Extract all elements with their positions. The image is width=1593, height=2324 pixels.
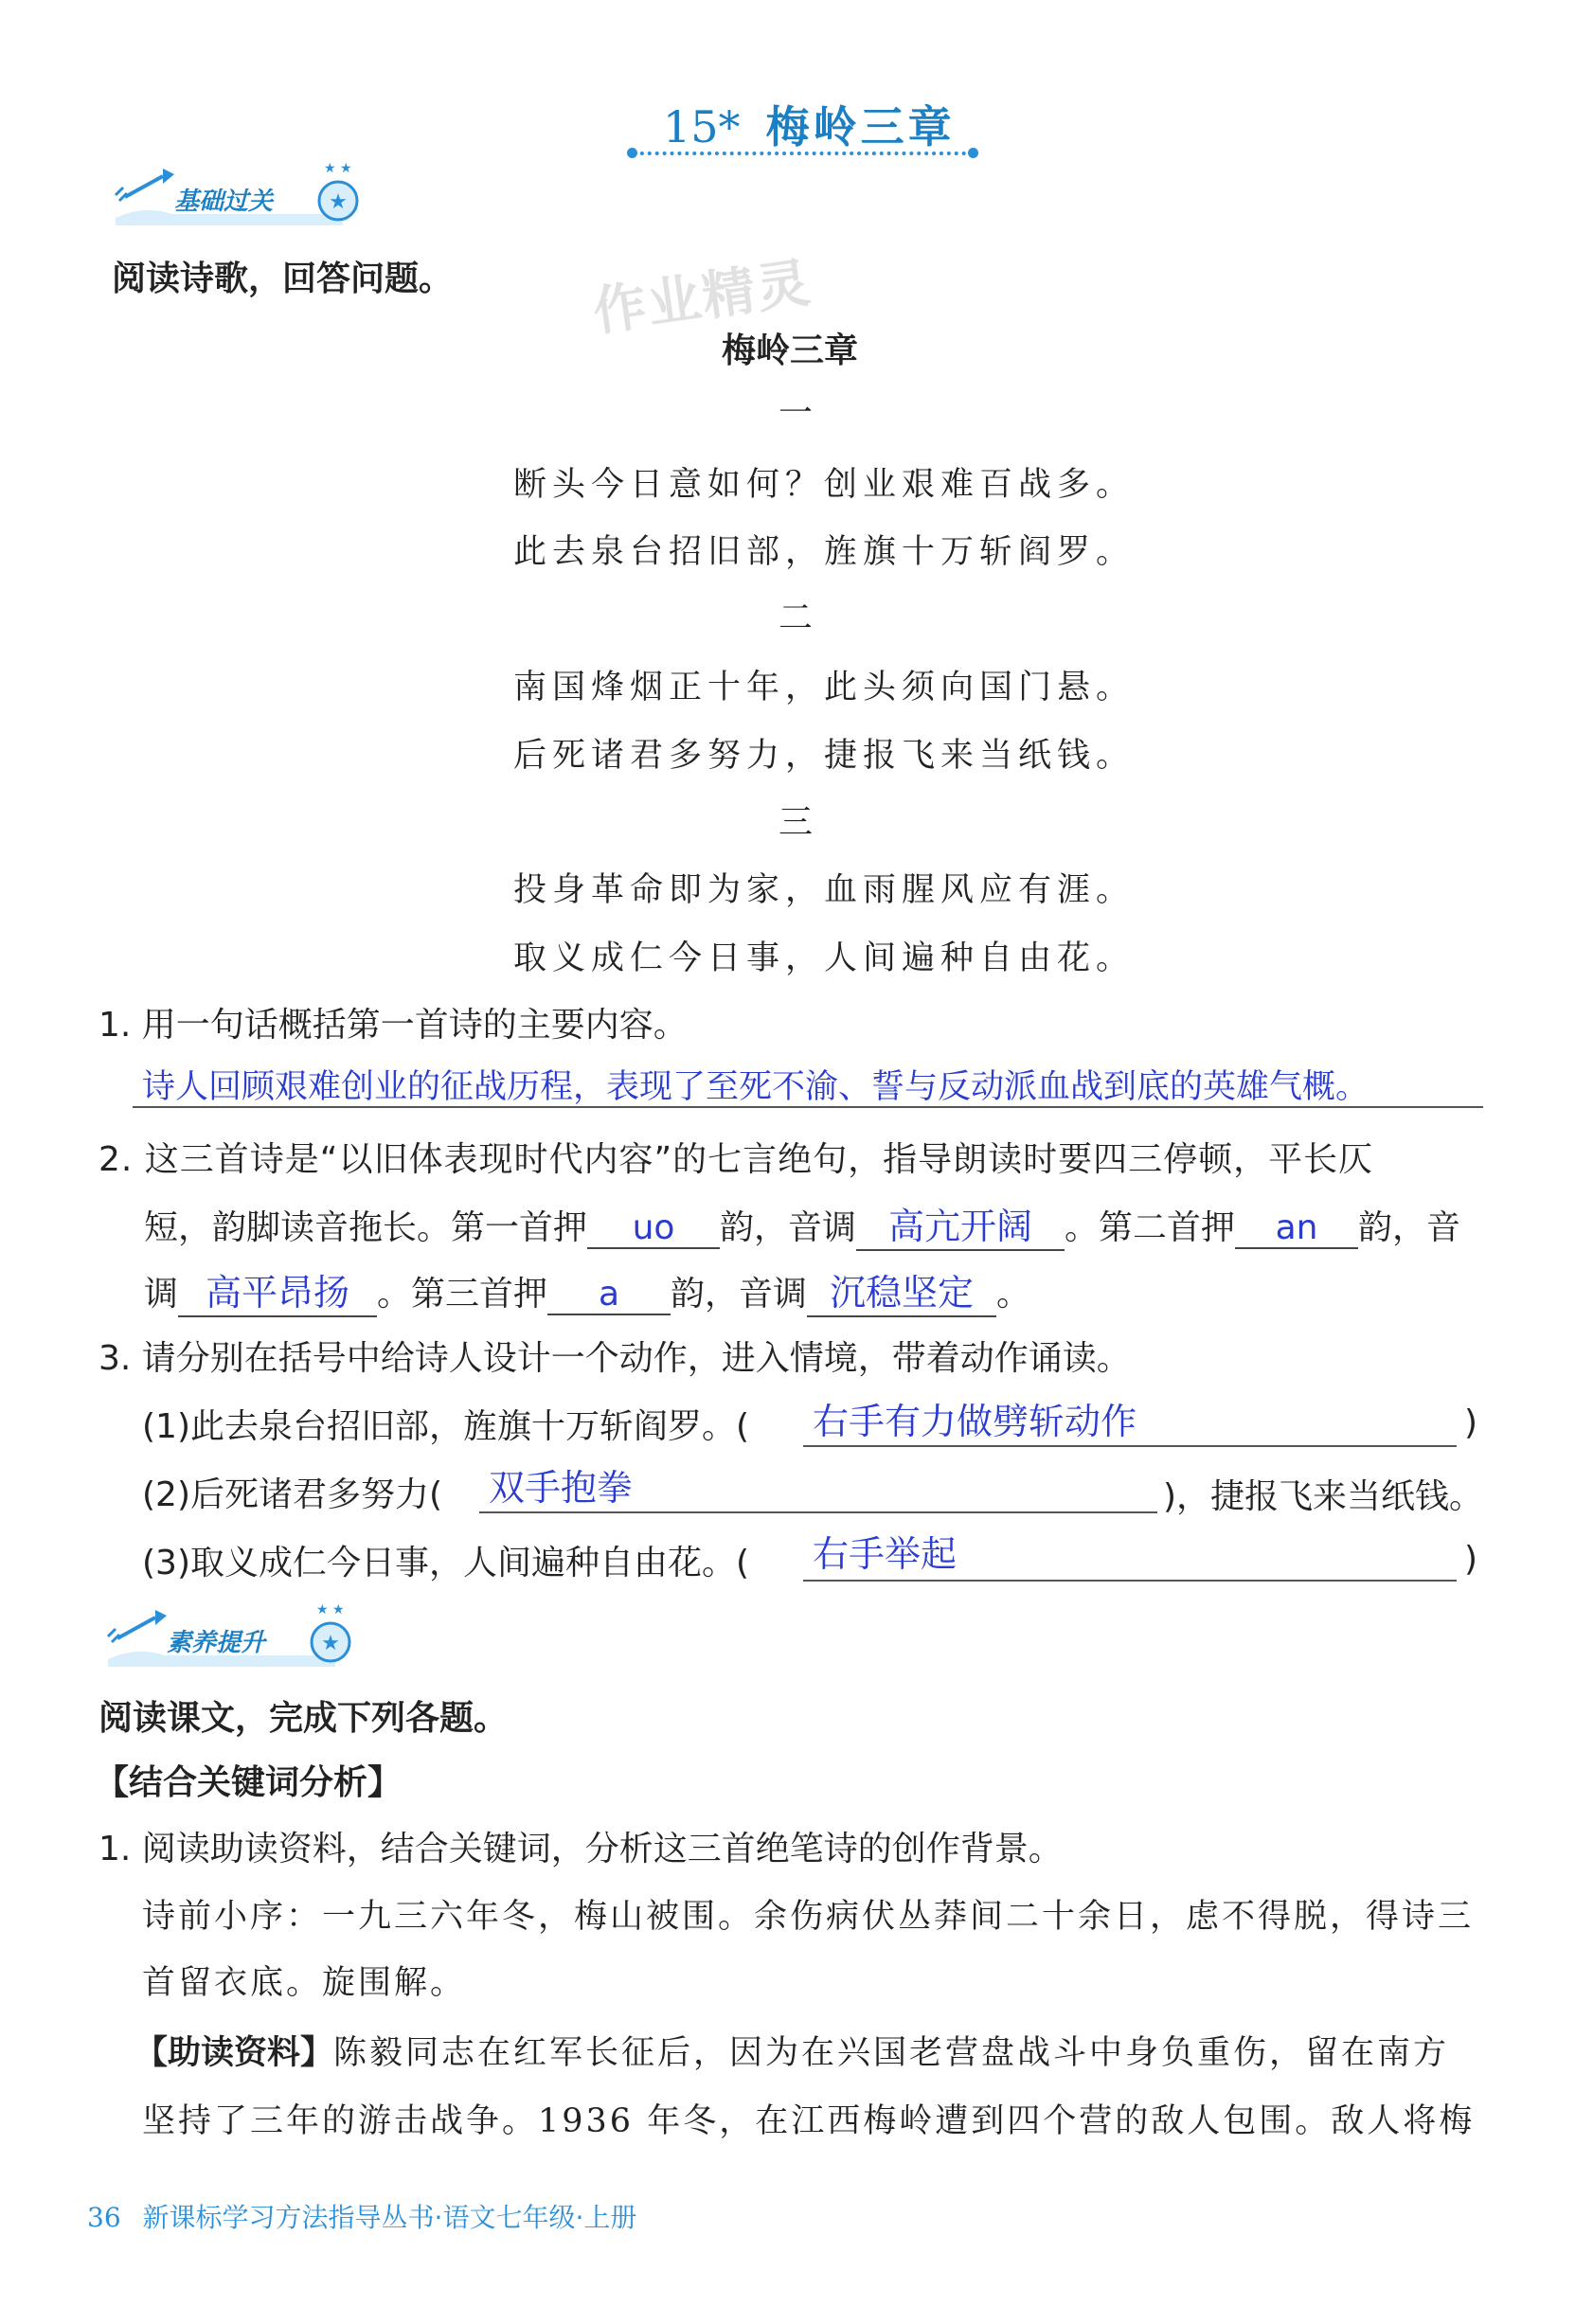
lesson-number: 15* [663, 101, 741, 152]
q3-item3-text: (3)取义成仁今日事，人间遍种自由花。( [142, 1544, 750, 1582]
q3-question: 3. 请分别在括号中给诗人设计一个动作，进入情境，带着动作诵读。 [98, 1339, 1131, 1378]
q2-text: 韵，音调 [720, 1208, 857, 1247]
svg-text:★: ★ [329, 190, 348, 214]
material-line-2: 坚持了三年的游击战争。1936 年冬，在江西梅岭遭到四个营的敌人包围。敌人将梅 [142, 2102, 1476, 2140]
q2-text: 。第三首押 [377, 1275, 548, 1314]
q2-text: 短，韵脚读音拖长。第一首押 [144, 1208, 588, 1247]
stanza-number-3: 三 [779, 803, 814, 842]
q2-line1: 2. 这三首诗是“以旧体表现时代内容”的七言绝句，指导朗读时要四三停顿，平长仄 [98, 1140, 1374, 1179]
material-text: 陈毅同志在红军长征后，因为在兴国老营盘战斗中身负重伤，留在南方 [333, 2034, 1450, 2072]
rhyme-blank-1 [587, 1208, 720, 1249]
stanza-number-1: 一 [779, 394, 814, 433]
q2-text: 韵，音调 [671, 1275, 808, 1314]
poem-line: 投身革命即为家，血雨腥风应有涯。 [513, 871, 1136, 909]
watermark: 作业精灵 [589, 252, 816, 344]
q2-text: 。第二首押 [1065, 1208, 1236, 1247]
badge-advanced [98, 1600, 364, 1672]
rhyme-blank-2 [1235, 1208, 1358, 1249]
lesson-title-text: 梅岭三章 [765, 101, 956, 152]
section2-instruction: 阅读课文，完成下列各题。 [98, 1699, 509, 1738]
tone-answer-3: 沉稳坚定 [830, 1272, 975, 1314]
section2-subheading: 【结合关键词分析】 [95, 1763, 403, 1802]
material-line-1 [134, 2027, 1449, 2074]
badge-basic-label: 基础过关 [174, 188, 274, 216]
page-number: 36 [87, 2202, 121, 2233]
poem-line: 断头今日意如何？创业艰难百战多。 [513, 466, 1136, 504]
stanza-number-2: 二 [779, 599, 814, 637]
tone-answer-1: 高亢开阔 [888, 1206, 1033, 1247]
tone-blank-2 [178, 1263, 377, 1317]
tone-blank-3 [807, 1263, 996, 1317]
q1-answer: 诗人回顾艰难创业的征战历程，表现了至死不渝、誓与反动派血战到底的英雄气概。 [142, 1068, 1369, 1106]
q1-question: 1. 用一句话概括第一首诗的主要内容。 [98, 1006, 688, 1045]
svg-text:★ ★: ★ ★ [324, 161, 352, 176]
section2-q1: 1. 阅读助读资料，结合关键词，分析这三首绝笔诗的创作背景。 [98, 1830, 1063, 1868]
rhyme-answer-1: uo [632, 1208, 675, 1247]
q2-text: 韵，音 [1358, 1208, 1461, 1247]
q1-answer-line [133, 1106, 1483, 1108]
badge-advanced-label: 素养提升 [167, 1629, 266, 1657]
footer [87, 2197, 636, 2235]
title-dotted-underline [633, 152, 974, 155]
poem-line: 南国烽烟正十年，此头须向国门悬。 [513, 669, 1136, 706]
q2-text: 调 [144, 1275, 179, 1314]
rhyme-blank-3 [547, 1275, 671, 1315]
title-dot-left [627, 148, 637, 158]
poem-line: 此去泉台招旧部，旌旗十万斩阎罗。 [513, 533, 1136, 571]
svg-text:★ ★: ★ ★ [316, 1602, 345, 1618]
section1-instruction: 阅读诗歌，回答问题。 [112, 259, 454, 298]
poem-title: 梅岭三章 [722, 331, 859, 370]
q3-item2-line [479, 1511, 1157, 1513]
rhyme-answer-2: an [1275, 1208, 1318, 1247]
tone-blank-1 [856, 1197, 1065, 1251]
q3-item1-line [803, 1445, 1457, 1447]
preface-line-2: 首留衣底。旋围解。 [142, 1964, 467, 2002]
q3-item1-text: (1)此去泉台招旧部，旌旗十万斩阎罗。( [142, 1407, 750, 1446]
title-dot-right [968, 148, 978, 158]
book-title: 新课标学习方法指导丛书·语文七年级·上册 [142, 2202, 637, 2233]
q3-item3-answer: 右手举起 [813, 1533, 958, 1575]
q3-item3-close: ) [1464, 1540, 1478, 1579]
lesson-title [663, 93, 956, 155]
poem-line: 后死诸君多努力，捷报飞来当纸钱。 [513, 737, 1136, 775]
tone-answer-2: 高平昂扬 [206, 1272, 350, 1314]
q2-text: 。 [996, 1275, 1031, 1314]
badge-basic [106, 159, 371, 231]
material-label: 【助读资料】 [134, 2034, 334, 2072]
poem-line: 取义成仁今日事，人间遍种自由花。 [513, 939, 1136, 977]
svg-text:★: ★ [321, 1632, 340, 1655]
q3-item2-close: )，捷报飞来当纸钱。 [1163, 1477, 1484, 1516]
q3-item2-answer: 双手抱拳 [489, 1467, 634, 1509]
q3-item3-line [803, 1580, 1457, 1582]
q3-item1-answer: 右手有力做劈斩动作 [813, 1401, 1137, 1442]
q2-line3 [144, 1263, 1030, 1317]
rhyme-answer-3: a [599, 1275, 620, 1314]
q3-item1-close: ) [1464, 1403, 1478, 1442]
q3-item2-text: (2)后死诸君多努力( [142, 1475, 443, 1514]
preface-line-1: 诗前小序：一九三六年冬，梅山被围。余伤病伏丛莽间二十余日，虑不得脱，得诗三 [142, 1898, 1475, 1936]
q2-line2 [144, 1197, 1460, 1251]
